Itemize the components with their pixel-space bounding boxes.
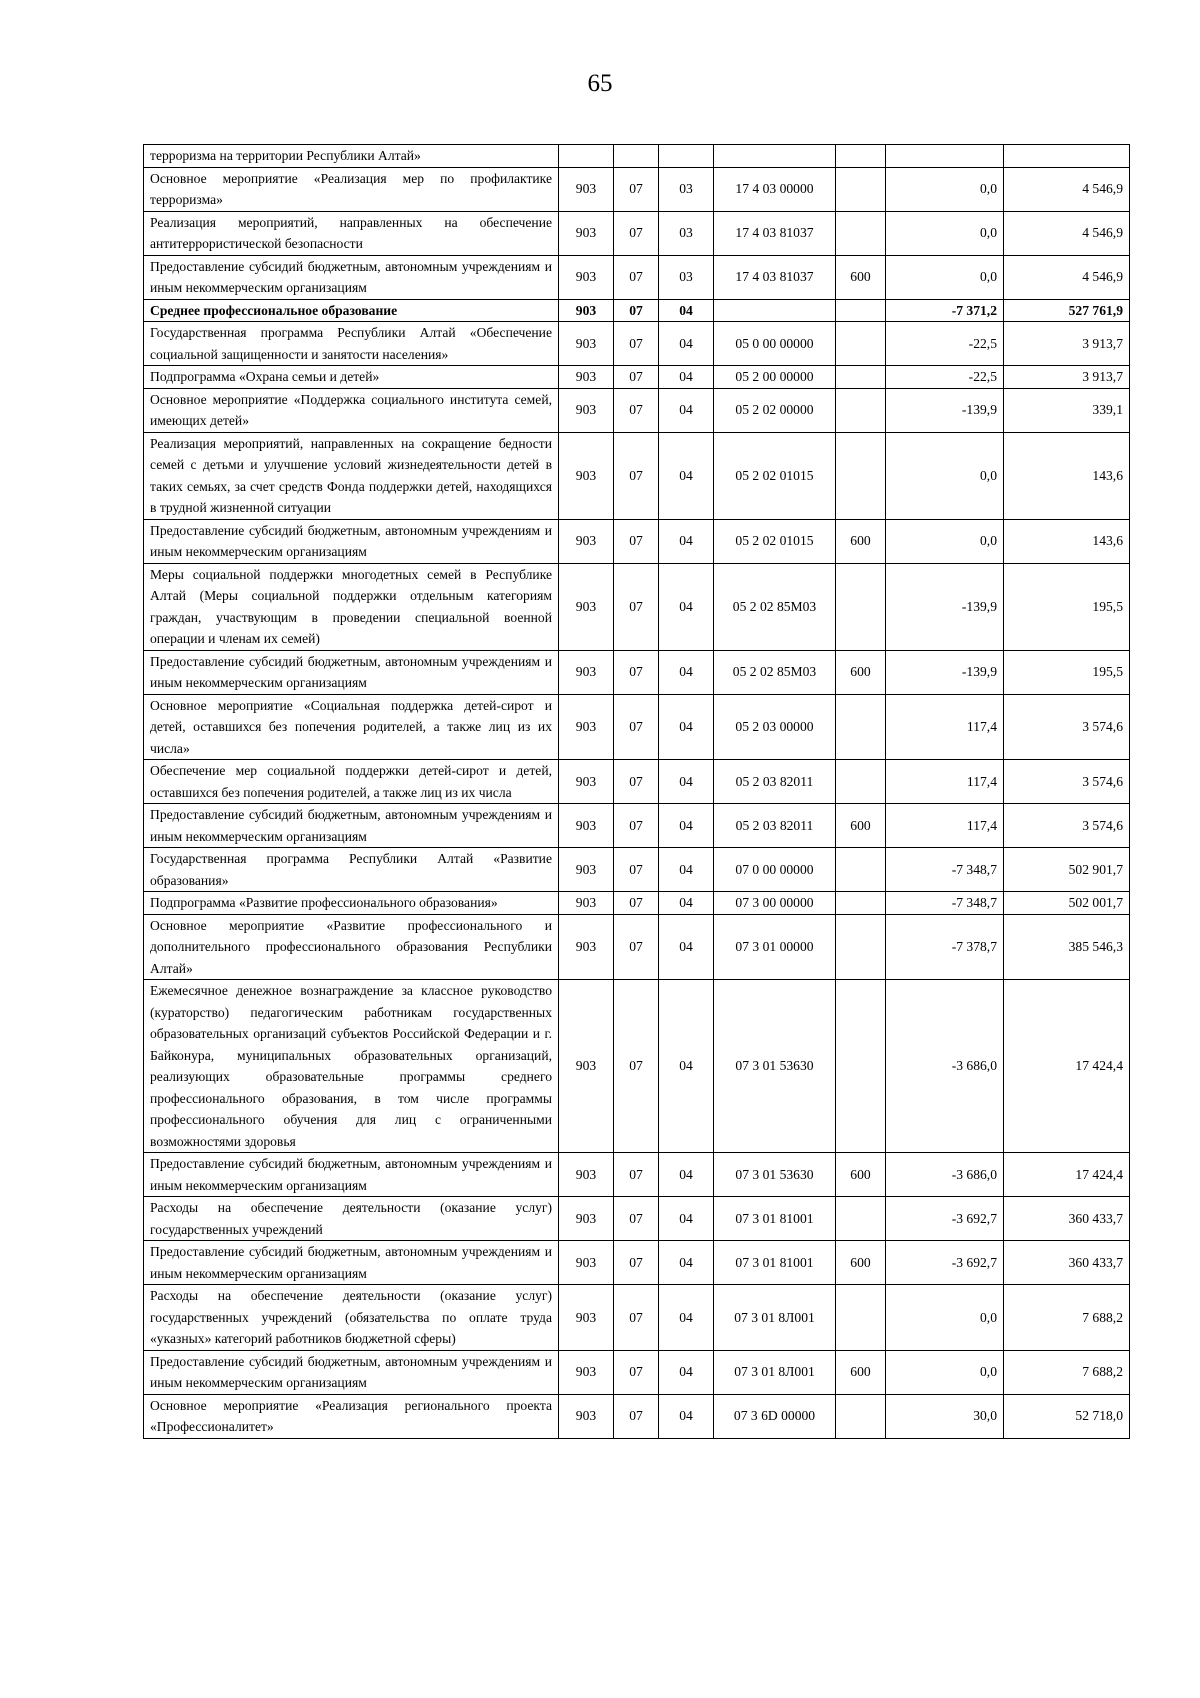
table-row (144, 760, 1130, 804)
cell-subsection-code: 04 (659, 760, 714, 804)
cell-amount-change: 0,0 (886, 255, 1004, 299)
cell-amount-change: 0,0 (886, 519, 1004, 563)
cell-amount-total: 7 688,2 (1004, 1285, 1130, 1351)
cell-target-article: 07 3 01 00000 (714, 914, 836, 980)
cell-section-code: 07 (614, 563, 659, 650)
cell-section-code: 07 (614, 322, 659, 366)
cell-amount-change: -139,9 (886, 650, 1004, 694)
table-row (144, 322, 1130, 366)
cell-ministry-code: 903 (559, 167, 614, 211)
cell-amount-change: -7 378,7 (886, 914, 1004, 980)
cell-target-article: 07 3 01 8Л001 (714, 1350, 836, 1394)
cell-amount-total: 3 574,6 (1004, 804, 1130, 848)
cell-section-code: 07 (614, 366, 659, 389)
cell-expense-name: Предоставление субсидий бюджетным, автономным учреждениям и иным некоммерческим организациям (144, 519, 559, 563)
table-row (144, 432, 1130, 519)
cell-target-article: 07 3 6D 00000 (714, 1394, 836, 1438)
cell-expense-name: терроризма на территории Республики Алтай» (144, 145, 559, 168)
cell-amount-total: 502 001,7 (1004, 892, 1130, 915)
cell-amount-total: 143,6 (1004, 432, 1130, 519)
table-row (144, 388, 1130, 432)
cell-ministry-code: 903 (559, 1350, 614, 1394)
cell-section-code: 07 (614, 1197, 659, 1241)
cell-subsection-code: 03 (659, 211, 714, 255)
cell-section-code: 07 (614, 432, 659, 519)
cell-expense-type: 600 (836, 1350, 886, 1394)
cell-section-code: 07 (614, 255, 659, 299)
cell-subsection-code: 04 (659, 322, 714, 366)
table-row (144, 255, 1130, 299)
cell-expense-name: Предоставление субсидий бюджетным, автономным учреждениям и иным некоммерческим организациям (144, 1153, 559, 1197)
cell-target-article: 05 2 02 01015 (714, 432, 836, 519)
cell-ministry-code: 903 (559, 1285, 614, 1351)
cell-amount-total: 3 913,7 (1004, 366, 1130, 389)
cell-ministry-code: 903 (559, 650, 614, 694)
cell-expense-name: Ежемесячное денежное вознаграждение за классное руководство (кураторство) педагогическим работникам государственных образовательных организаций субъектов Российской Федерации и г. Байконура, муниципальных образовательных организаций, реализующих образовательные программы среднего профессионального образования, в том числе программы профессионального обучения для лиц с ограниченными возможностями здоровья (144, 980, 559, 1153)
cell-amount-change: -3 692,7 (886, 1197, 1004, 1241)
cell-ministry-code: 903 (559, 299, 614, 322)
cell-ministry-code: 903 (559, 1153, 614, 1197)
cell-expense-type (836, 980, 886, 1153)
cell-expense-type (836, 432, 886, 519)
cell-subsection-code: 04 (659, 366, 714, 389)
cell-expense-type (836, 1285, 886, 1351)
cell-subsection-code: 04 (659, 1394, 714, 1438)
cell-expense-name: Меры социальной поддержки многодетных семей в Республике Алтай (Меры социальной поддержки отдельным категориям граждан, участвующим в проведении специальной военной операции и членам их семей) (144, 563, 559, 650)
table-row (144, 1197, 1130, 1241)
cell-amount-change: 0,0 (886, 1350, 1004, 1394)
cell-target-article: 17 4 03 81037 (714, 211, 836, 255)
cell-section-code: 07 (614, 760, 659, 804)
table-row (144, 1241, 1130, 1285)
cell-amount-change: -7 348,7 (886, 848, 1004, 892)
cell-amount-change: -7 348,7 (886, 892, 1004, 915)
cell-expense-type (836, 563, 886, 650)
cell-expense-type (836, 914, 886, 980)
cell-amount-total: 527 761,9 (1004, 299, 1130, 322)
cell-subsection-code: 03 (659, 255, 714, 299)
cell-amount-change (886, 145, 1004, 168)
cell-expense-type: 600 (836, 650, 886, 694)
cell-expense-type (836, 211, 886, 255)
cell-amount-change: -139,9 (886, 563, 1004, 650)
cell-expense-name: Реализация мероприятий, направленных на обеспечение антитеррористической безопасности (144, 211, 559, 255)
cell-target-article: 05 2 02 01015 (714, 519, 836, 563)
cell-target-article (714, 299, 836, 322)
cell-section-code: 07 (614, 519, 659, 563)
cell-amount-change: -22,5 (886, 366, 1004, 389)
cell-amount-total: 3 574,6 (1004, 760, 1130, 804)
cell-expense-type (836, 1197, 886, 1241)
table-row (144, 1350, 1130, 1394)
cell-section-code (614, 145, 659, 168)
table-row (144, 848, 1130, 892)
cell-amount-change: 117,4 (886, 760, 1004, 804)
cell-section-code: 07 (614, 211, 659, 255)
cell-expense-type: 600 (836, 1241, 886, 1285)
cell-ministry-code: 903 (559, 980, 614, 1153)
table-row (144, 145, 1130, 168)
cell-amount-total: 3 574,6 (1004, 694, 1130, 760)
table-row (144, 1394, 1130, 1438)
cell-amount-change: 117,4 (886, 804, 1004, 848)
cell-expense-name: Подпрограмма «Охрана семьи и детей» (144, 366, 559, 389)
cell-amount-change: 0,0 (886, 211, 1004, 255)
cell-section-code: 07 (614, 892, 659, 915)
cell-amount-total: 4 546,9 (1004, 167, 1130, 211)
cell-section-code: 07 (614, 804, 659, 848)
cell-subsection-code: 04 (659, 1197, 714, 1241)
cell-target-article: 05 2 02 00000 (714, 388, 836, 432)
cell-expense-type (836, 299, 886, 322)
cell-expense-type (836, 145, 886, 168)
cell-ministry-code: 903 (559, 366, 614, 389)
cell-amount-change: -22,5 (886, 322, 1004, 366)
table-row (144, 980, 1130, 1153)
cell-amount-total: 360 433,7 (1004, 1241, 1130, 1285)
cell-target-article: 07 3 01 53630 (714, 980, 836, 1153)
table-row (144, 1153, 1130, 1197)
cell-expense-name: Предоставление субсидий бюджетным, автономным учреждениям и иным некоммерческим организациям (144, 650, 559, 694)
cell-amount-total: 7 688,2 (1004, 1350, 1130, 1394)
cell-expense-name: Предоставление субсидий бюджетным, автономным учреждениям и иным некоммерческим организациям (144, 1241, 559, 1285)
cell-target-article: 07 3 01 81001 (714, 1197, 836, 1241)
table-row (144, 804, 1130, 848)
table-row (144, 366, 1130, 389)
cell-expense-type: 600 (836, 804, 886, 848)
cell-ministry-code (559, 145, 614, 168)
cell-subsection-code: 04 (659, 299, 714, 322)
cell-amount-total: 4 546,9 (1004, 211, 1130, 255)
cell-ministry-code: 903 (559, 563, 614, 650)
cell-expense-type (836, 167, 886, 211)
cell-ministry-code: 903 (559, 1394, 614, 1438)
cell-amount-total: 339,1 (1004, 388, 1130, 432)
cell-expense-name: Реализация мероприятий, направленных на сокращение бедности семей с детьми и улучшение условий жизнедеятельности детей в таких семьях, за счет средств Фонда поддержки детей, находящихся в трудной жизненной ситуации (144, 432, 559, 519)
cell-target-article: 17 4 03 00000 (714, 167, 836, 211)
cell-expense-type (836, 892, 886, 915)
cell-amount-total: 3 913,7 (1004, 322, 1130, 366)
cell-target-article: 05 2 02 85М03 (714, 650, 836, 694)
cell-target-article: 05 2 03 82011 (714, 804, 836, 848)
cell-amount-total: 502 901,7 (1004, 848, 1130, 892)
cell-amount-change: -7 371,2 (886, 299, 1004, 322)
cell-target-article (714, 145, 836, 168)
table-row (144, 1285, 1130, 1351)
cell-section-code: 07 (614, 1153, 659, 1197)
cell-subsection-code: 04 (659, 914, 714, 980)
cell-expense-name: Основное мероприятие «Реализация регионального проекта «Профессионалитет» (144, 1394, 559, 1438)
cell-target-article: 07 3 01 81001 (714, 1241, 836, 1285)
table-row (144, 563, 1130, 650)
cell-amount-total: 385 546,3 (1004, 914, 1130, 980)
cell-expense-type (836, 388, 886, 432)
cell-expense-name: Государственная программа Республики Алтай «Обеспечение социальной защищенности и занятости населения» (144, 322, 559, 366)
cell-ministry-code: 903 (559, 1197, 614, 1241)
cell-amount-total (1004, 145, 1130, 168)
cell-ministry-code: 903 (559, 694, 614, 760)
cell-amount-change: 30,0 (886, 1394, 1004, 1438)
cell-subsection-code: 04 (659, 804, 714, 848)
cell-section-code: 07 (614, 1394, 659, 1438)
cell-amount-change: 0,0 (886, 1285, 1004, 1351)
cell-expense-type (836, 1394, 886, 1438)
cell-amount-total: 195,5 (1004, 563, 1130, 650)
cell-section-code: 07 (614, 650, 659, 694)
cell-target-article: 05 2 02 85М03 (714, 563, 836, 650)
cell-section-code: 07 (614, 980, 659, 1153)
cell-amount-total: 17 424,4 (1004, 1153, 1130, 1197)
cell-expense-type (836, 366, 886, 389)
cell-section-code: 07 (614, 167, 659, 211)
cell-expense-name: Подпрограмма «Развитие профессионального образования» (144, 892, 559, 915)
cell-expense-name: Основное мероприятие «Поддержка социального института семей, имеющих детей» (144, 388, 559, 432)
cell-expense-name: Предоставление субсидий бюджетным, автономным учреждениям и иным некоммерческим организациям (144, 804, 559, 848)
page-number: 65 (587, 70, 613, 97)
cell-amount-change: -139,9 (886, 388, 1004, 432)
cell-amount-total: 4 546,9 (1004, 255, 1130, 299)
cell-expense-name: Предоставление субсидий бюджетным, автономным учреждениям и иным некоммерческим организациям (144, 1350, 559, 1394)
cell-amount-change: 117,4 (886, 694, 1004, 760)
cell-expense-type (836, 760, 886, 804)
cell-target-article: 05 2 00 00000 (714, 366, 836, 389)
cell-target-article: 07 3 01 53630 (714, 1153, 836, 1197)
cell-expense-name: Расходы на обеспечение деятельности (оказание услуг) государственных учреждений (обязательства по оплате труда «указных» категорий работников бюджетной сферы) (144, 1285, 559, 1351)
cell-target-article: 17 4 03 81037 (714, 255, 836, 299)
cell-target-article: 07 3 01 8Л001 (714, 1285, 836, 1351)
cell-expense-name: Основное мероприятие «Социальная поддержка детей-сирот и детей, оставшихся без попечения родителей, а также лиц из их числа» (144, 694, 559, 760)
cell-ministry-code: 903 (559, 1241, 614, 1285)
cell-section-code: 07 (614, 694, 659, 760)
cell-subsection-code: 04 (659, 1241, 714, 1285)
cell-ministry-code: 903 (559, 914, 614, 980)
cell-amount-total: 360 433,7 (1004, 1197, 1130, 1241)
cell-target-article: 05 2 03 00000 (714, 694, 836, 760)
cell-ministry-code: 903 (559, 322, 614, 366)
cell-section-code: 07 (614, 914, 659, 980)
cell-section-code: 07 (614, 1241, 659, 1285)
cell-expense-type: 600 (836, 519, 886, 563)
cell-amount-change: 0,0 (886, 167, 1004, 211)
cell-target-article: 07 0 00 00000 (714, 848, 836, 892)
cell-target-article: 05 2 03 82011 (714, 760, 836, 804)
cell-expense-name: Основное мероприятие «Реализация мер по профилактике терроризма» (144, 167, 559, 211)
cell-expense-name: Среднее профессиональное образование (144, 299, 559, 322)
cell-ministry-code: 903 (559, 760, 614, 804)
cell-target-article: 05 0 00 00000 (714, 322, 836, 366)
table-row (144, 650, 1130, 694)
cell-amount-total: 17 424,4 (1004, 980, 1130, 1153)
cell-target-article: 07 3 00 00000 (714, 892, 836, 915)
table-row (144, 211, 1130, 255)
cell-amount-change: -3 692,7 (886, 1241, 1004, 1285)
cell-amount-change: -3 686,0 (886, 980, 1004, 1153)
cell-subsection-code: 04 (659, 1153, 714, 1197)
cell-subsection-code: 04 (659, 388, 714, 432)
cell-ministry-code: 903 (559, 432, 614, 519)
cell-ministry-code: 903 (559, 255, 614, 299)
cell-subsection-code: 04 (659, 563, 714, 650)
cell-expense-name: Обеспечение мер социальной поддержки детей-сирот и детей, оставшихся без попечения родителей, а также лиц из их числа (144, 760, 559, 804)
cell-ministry-code: 903 (559, 848, 614, 892)
budget-table-body (144, 145, 1130, 1439)
cell-amount-total: 143,6 (1004, 519, 1130, 563)
cell-subsection-code: 04 (659, 892, 714, 915)
cell-ministry-code: 903 (559, 211, 614, 255)
cell-subsection-code: 04 (659, 650, 714, 694)
cell-expense-type (836, 322, 886, 366)
table-row (144, 299, 1130, 322)
cell-amount-total: 195,5 (1004, 650, 1130, 694)
cell-subsection-code: 04 (659, 848, 714, 892)
cell-expense-type: 600 (836, 255, 886, 299)
cell-expense-type (836, 848, 886, 892)
cell-ministry-code: 903 (559, 804, 614, 848)
cell-subsection-code: 04 (659, 1350, 714, 1394)
cell-section-code: 07 (614, 1285, 659, 1351)
cell-subsection-code: 04 (659, 1285, 714, 1351)
budget-table (143, 144, 1130, 1439)
cell-ministry-code: 903 (559, 519, 614, 563)
cell-expense-name: Основное мероприятие «Развитие профессионального и дополнительного профессионального образования Республики Алтай» (144, 914, 559, 980)
cell-subsection-code: 04 (659, 519, 714, 563)
cell-subsection-code: 04 (659, 432, 714, 519)
cell-section-code: 07 (614, 848, 659, 892)
cell-ministry-code: 903 (559, 388, 614, 432)
cell-amount-change: -3 686,0 (886, 1153, 1004, 1197)
cell-expense-name: Расходы на обеспечение деятельности (оказание услуг) государственных учреждений (144, 1197, 559, 1241)
table-row (144, 914, 1130, 980)
table-row (144, 694, 1130, 760)
cell-section-code: 07 (614, 388, 659, 432)
cell-expense-name: Государственная программа Республики Алтай «Развитие образования» (144, 848, 559, 892)
cell-expense-name: Предоставление субсидий бюджетным, автономным учреждениям и иным некоммерческим организациям (144, 255, 559, 299)
cell-subsection-code: 04 (659, 694, 714, 760)
cell-subsection-code: 04 (659, 980, 714, 1153)
cell-amount-total: 52 718,0 (1004, 1394, 1130, 1438)
cell-ministry-code: 903 (559, 892, 614, 915)
cell-expense-type: 600 (836, 1153, 886, 1197)
table-row (144, 167, 1130, 211)
cell-expense-type (836, 694, 886, 760)
cell-amount-change: 0,0 (886, 432, 1004, 519)
cell-subsection-code (659, 145, 714, 168)
table-row (144, 519, 1130, 563)
table-row (144, 892, 1130, 915)
cell-section-code: 07 (614, 1350, 659, 1394)
cell-subsection-code: 03 (659, 167, 714, 211)
cell-section-code: 07 (614, 299, 659, 322)
